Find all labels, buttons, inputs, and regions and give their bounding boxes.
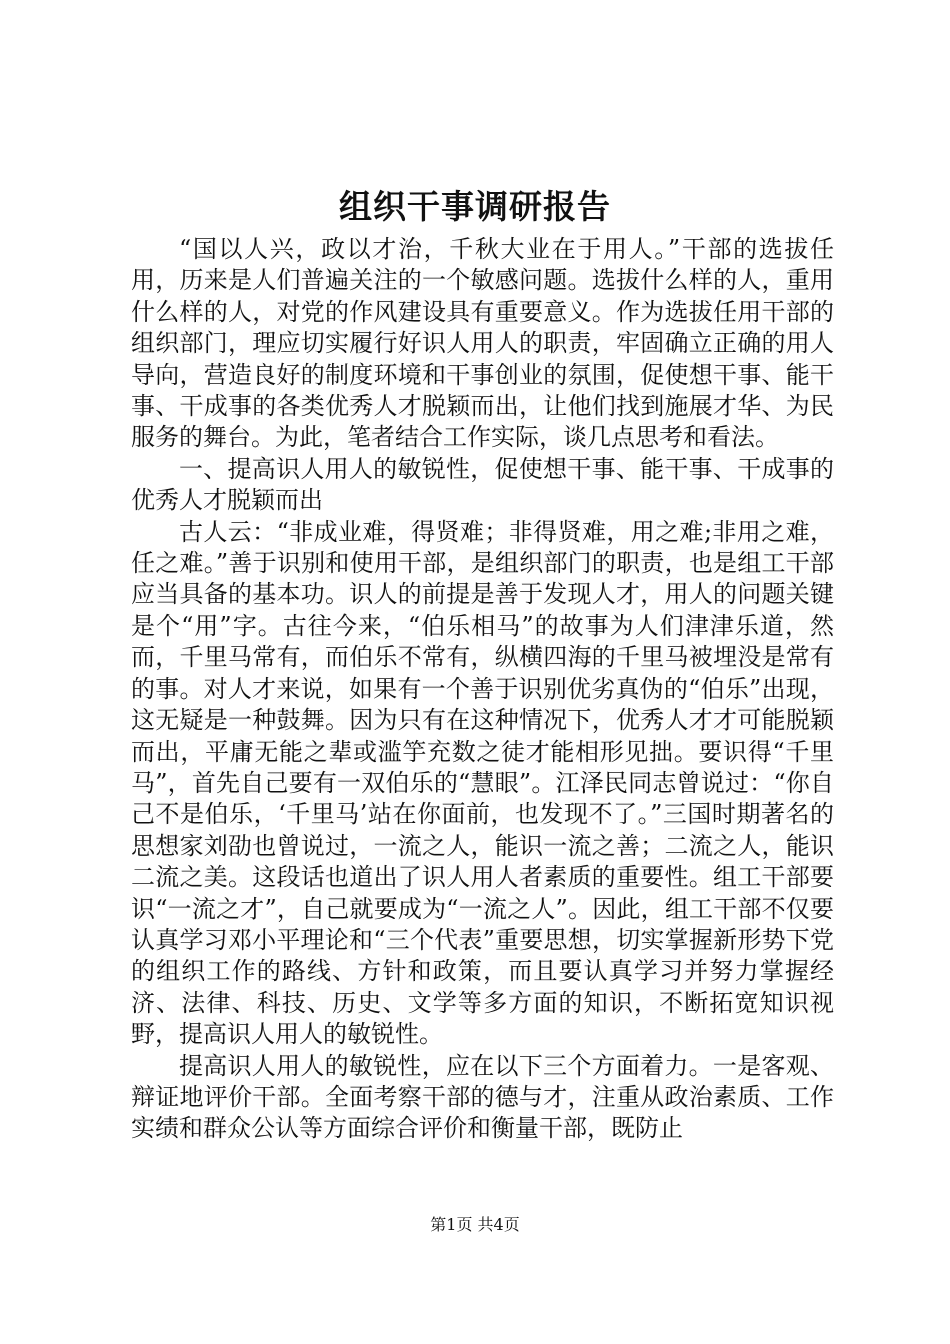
paragraph-intro: “国以人兴，政以才治，千秋大业在于用人。”干部的选拔任用，历来是人们普遍关注的一个敏感问题。选拔什么样的人，重用什么样的人，对党的作风建设具有重要意义。作为选拔任用干部的组织部门，理应切实履行好识人用人的职责，牢固确立正确的用人导向，营造良好的制度环境和干事创业的氛围，促使想干事、能干事、干成事的各类优秀人才脱颖而出，让他们找到施展才华、为民服务的舞台。为此，笔者结合工作实际，谈几点思考和看法。 xyxy=(131,235,834,452)
paragraph-ancient-saying: 古人云：“非成业难，得贤难；非得贤难，用之难;非用之难，任之难。”善于识别和使用干部，是组织部门的职责，也是组工干部应当具备的基本功。识人的前提是善于发现人才，用人的问题关键是个“用”字。古往今来，“伯乐相马”的故事为人们津津乐道，然而，千里马常有，而伯乐不常有，纵横四海的千里马被埋没是常有的事。对人才来说，如果有一个善于识别优劣真伪的“伯乐”出现，这无疑是一种鼓舞。因为只有在这种情况下，优秀人才才可能脱颖而出，平庸无能之辈或滥竽充数之徒才能相形见拙。要识得“千里马”，首先自己要有一双伯乐的“慧眼”。江泽民同志曾说过：“你自己不是伯乐，‘千里马’站在你面前，也发现不了。”三国时期著名的思想家刘劭也曾说过，一流之人，能识一流之善；二流之人，能识二流之美。这段话也道出了识人用人者素质的重要性。组工干部要识“一流之才”，自己就要成为“一流之人”。因此，组工干部不仅要认真学习邓小平理论和“三个代表”重要思想，切实掌握新形势下党的组织工作的路线、方针和政策，而且要认真学习并努力掌握经济、法律、科技、历史、文学等多方面的知识，不断拓宽知识视野，提高识人用人的敏锐性。 xyxy=(131,517,834,1049)
paragraph-three-aspects: 提高识人用人的敏锐性，应在以下三个方面着力。一是客观、辩证地评价干部。全面考察干部的德与才，注重从政治素质、工作实绩和群众公认等方面综合评价和衡量干部，既防止 xyxy=(131,1051,834,1143)
document-body xyxy=(131,234,834,1145)
document-title: 组织干事调研报告 xyxy=(339,187,611,226)
paragraph-section-heading: 一、提高识人用人的敏锐性，促使想干事、能干事、干成事的优秀人才脱颖而出 xyxy=(131,454,834,515)
page-footer: 第1页 共4页 xyxy=(430,1215,520,1234)
